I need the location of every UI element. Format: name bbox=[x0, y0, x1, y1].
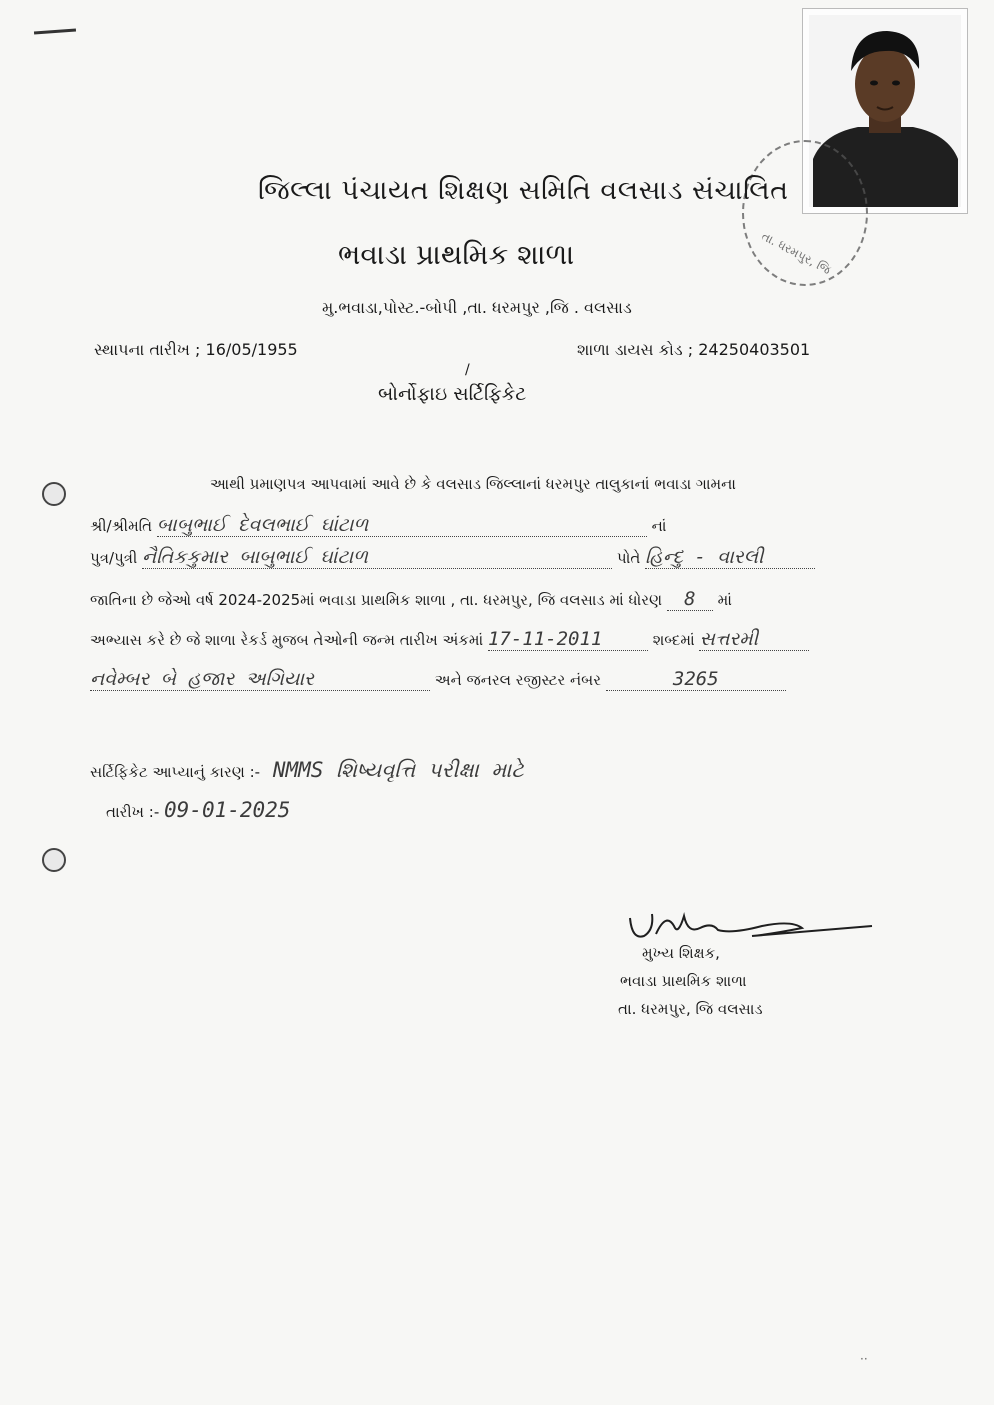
parent-prefix: શ્રી/શ્રીમતિ bbox=[90, 517, 153, 535]
parent-suffix: નાં bbox=[651, 517, 667, 535]
signature-role: મુખ્ય શિક્ષક, bbox=[642, 944, 720, 962]
school-address: મુ.ભવાડા,પોસ્ટ.-બોપી ,તા. ધરમપુર ,જિ . વલસાડ bbox=[322, 298, 632, 317]
line5-words-label: શબ્દમાં bbox=[652, 631, 695, 649]
certificate-title: બોર્નોફાઇ સર્ટિફિકેટ bbox=[378, 383, 527, 405]
caste: હિન્દુ - વારલી bbox=[645, 546, 815, 569]
school-name: ભવાડા પ્રાથમિક શાળા bbox=[338, 238, 575, 271]
corner-specks: ·· bbox=[860, 1352, 868, 1366]
tick-mark: / bbox=[465, 362, 470, 378]
line4-suffix: માં bbox=[717, 591, 732, 609]
corner-mark bbox=[34, 29, 76, 35]
punch-hole-icon bbox=[42, 848, 66, 872]
date-line bbox=[106, 798, 290, 822]
gr-label: અને જનરલ રજીસ્ટર નંબર bbox=[434, 671, 601, 689]
line5-text: અભ્યાસ કરે છે જે શાળા રેકર્ડ મુજબ તેઓની જન્મ તારીખ અંકમાં bbox=[90, 631, 484, 649]
student-name: નૈતિકકુમાર બાબુભાઈ ઘાંટાળ bbox=[142, 546, 612, 569]
standard: 8 bbox=[667, 588, 713, 611]
reason-line bbox=[90, 758, 524, 783]
gr-number: 3265 bbox=[606, 668, 786, 691]
stamp-text: તા. ધરમપુર, જિ bbox=[759, 229, 834, 278]
signature-place: તા. ધરમપુર, જિ વલસાડ bbox=[618, 1000, 763, 1018]
body-line-3 bbox=[90, 546, 815, 569]
established-date: સ્થાપના તારીખ ; 16/05/1955 bbox=[94, 340, 298, 359]
self-label: પોતે bbox=[616, 549, 641, 567]
punch-hole-icon bbox=[42, 482, 66, 506]
school-stamp-icon bbox=[742, 140, 868, 286]
body-line-4 bbox=[90, 588, 732, 611]
body-line-5 bbox=[90, 628, 809, 651]
dob-digits: 17-11-2011 bbox=[488, 628, 648, 651]
signature-school: ભવાડા પ્રાથમિક શાળા bbox=[620, 972, 747, 990]
body-line-2 bbox=[90, 514, 666, 537]
header-title: જિલ્લા પંચાયત શિક્ષણ સમિતિ વલસાડ સંચાલિત bbox=[258, 175, 789, 206]
parent-name: બાબુભાઈ દેવલભાઈ ઘાંટાળ bbox=[157, 514, 647, 537]
dise-code: શાળા ડાયસ કોડ ; 24250403501 bbox=[577, 340, 811, 359]
line4-text: જાતિના છે જેઓ વર્ષ 2024-2025માં ભવાડા પ્રાથમિક શાળા , તા. ધરમપુર, જિ વલસાડ માં ધોરણ bbox=[90, 591, 663, 609]
date-label: તારીખ :- bbox=[106, 803, 160, 821]
body-line-1 bbox=[210, 475, 736, 493]
dob-words-2: નવેમ્બર બે હજાર અગિયાર bbox=[90, 668, 430, 691]
line1-text: આથી પ્રમાણપત્ર આપવામાં આવે છે કે વલસાડ જિલ્લાનાં ધરમપુર તાલુકાનાં ભવાડા ગામના bbox=[210, 475, 736, 493]
reason-label: સર્ટિફિકેટ આપ્યાનું કારણ :- bbox=[90, 763, 261, 781]
dob-words-1: સત્તરમી bbox=[699, 628, 809, 651]
body-line-6 bbox=[90, 668, 786, 691]
student-prefix: પુત્ર/પુત્રી bbox=[90, 549, 138, 567]
reason-value: NMMS શિષ્યવૃત્તિ પરીક્ષા માટે bbox=[272, 758, 524, 782]
date-value: 09-01-2025 bbox=[164, 798, 291, 822]
